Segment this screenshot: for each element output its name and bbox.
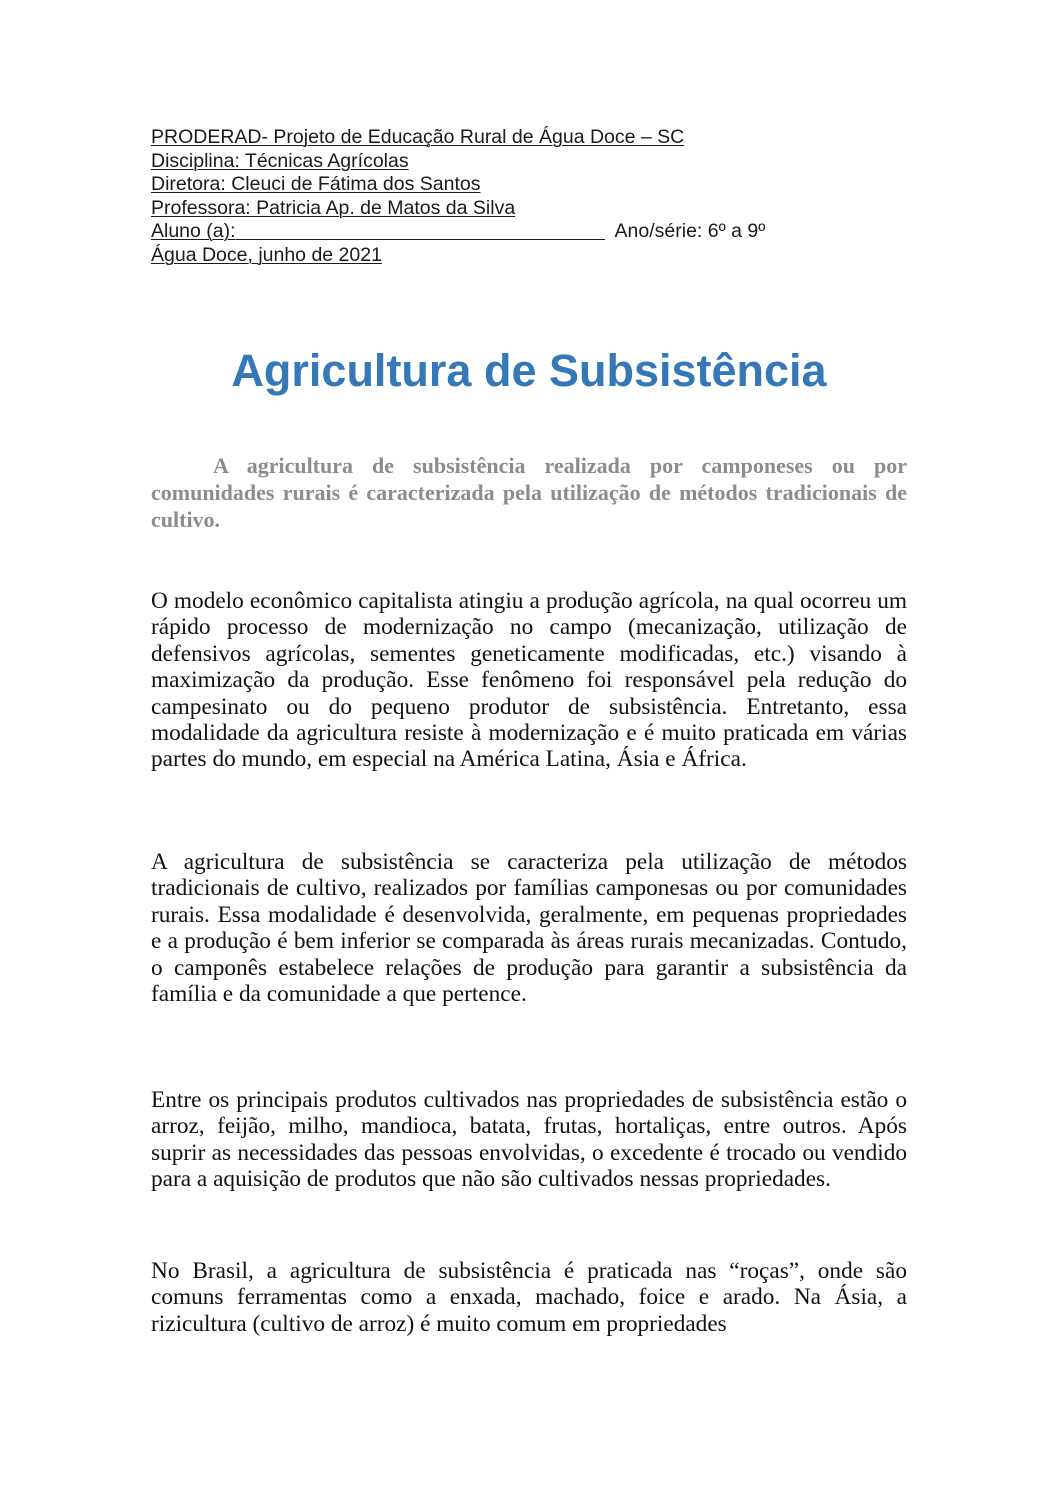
project-name: PRODERAD- Projeto de Educação Rural de Água Doce – SC [151,126,685,148]
document-title: Agricultura de Subsistência [231,345,827,396]
header-teacher-line [151,197,911,221]
header-date-line [151,244,911,268]
document-header [151,126,911,268]
teacher: Professora: Patricia Ap. de Matos da Silva [151,196,516,219]
student-name-blank [236,221,605,240]
body-paragraph-1: O modelo econômico capitalista atingiu a produção agrícola, na qual ocorreu um rápido processo de modernização no campo (mecanização, utilização de defensivos agrícolas, sementes geneticamente modificadas, etc.) visando à maximização da produção. Esse fenômeno foi responsável pela redução do campesinato ou do pequeno produtor de subsistência. Entretanto, essa modalidade da agricultura resiste à modernização e é muito praticada em várias partes do mundo, em especial na América Latina, Ásia e África. [151,588,907,773]
grade-label: Ano/série: 6º a 9º [614,220,766,243]
header-student-line [151,220,911,244]
intro-paragraph: A agricultura de subsistência realizada por camponeses ou por comunidades rurais é caracterizada pela utilização de métodos tradicionais de cultivo. [151,453,907,533]
director: Diretora: Cleuci de Fátima dos Santos [151,173,481,196]
header-project-line [151,126,911,150]
body-paragraph-4: No Brasil, a agricultura de subsistência é praticada nas “roças”, onde são comuns ferramentas como a enxada, machado, foice e arado. Na Ásia, a rizicultura (cultivo de arroz) é muito comum em propriedades [151,1258,907,1337]
body-paragraph-3: Entre os principais produtos cultivados nas propriedades de subsistência estão o arroz, feijão, milho, mandioca, batata, frutas, hortaliças, entre outros. Após suprir as necessidades das pessoas envolvidas, o excedente é trocado ou vendido para a aquisição de produtos que não são cultivados nessas propriedades. [151,1087,907,1193]
discipline: Disciplina: Técnicas Agrícolas [151,149,409,172]
student-label: Aluno (a): [151,220,236,243]
header-discipline-line [151,150,911,174]
place-date: Água Doce, junho de 2021 [151,243,382,266]
body-paragraph-2: A agricultura de subsistência se caracteriza pela utilização de métodos tradicionais de cultivo, realizados por famílias camponesas ou por comunidades rurais. Essa modalidade é desenvolvida, geralmente, em pequenas propriedades e a produção é bem inferior se comparada às áreas rurais mecanizadas. Contudo, o camponês estabelece relações de produção para garantir a subsistência da família e da comunidade a que pertence. [151,849,907,1008]
header-director-line [151,173,911,197]
